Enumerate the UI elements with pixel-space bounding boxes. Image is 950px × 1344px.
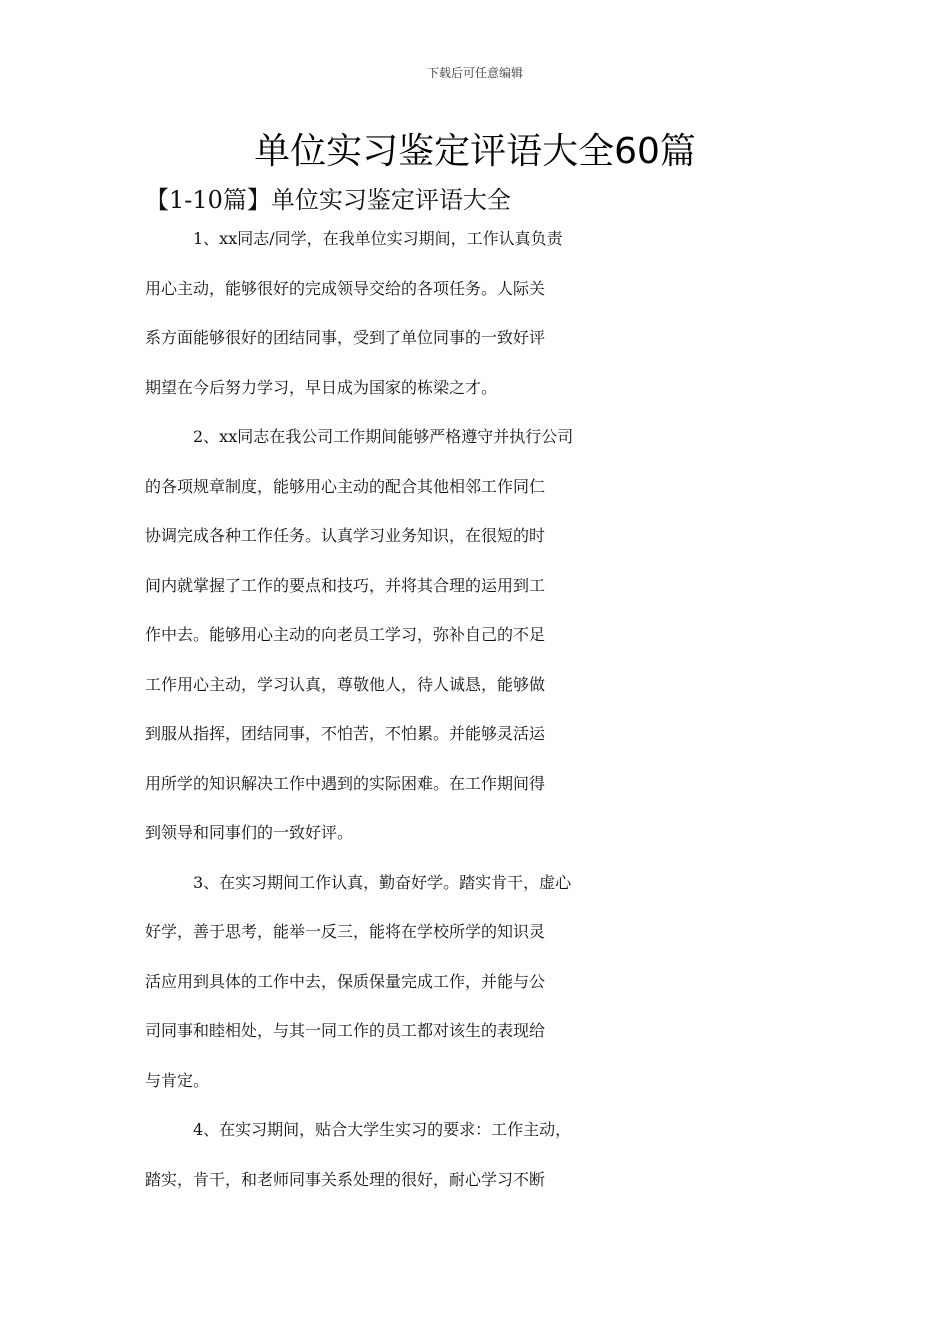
paragraph-line: 作中去。能够用心主动的向老员工学习，弥补自己的不足 xyxy=(145,625,546,644)
header-note: 下载后可任意编辑 xyxy=(426,66,523,80)
paragraph-line: 系方面能够很好的团结同事，受到了单位同事的一致好评 xyxy=(145,328,546,347)
paragraph-line: 与肯定。 xyxy=(145,1070,210,1090)
paragraph-line: 到领导和同事们的一致好评。 xyxy=(145,823,354,842)
paragraph-line: 3、在实习期间工作认真，勤奋好学。踏实肯干，虚心 xyxy=(193,872,572,892)
paragraph-line: 司同事和睦相处，与其一同工作的员工都对该生的表现给 xyxy=(145,1021,546,1040)
document-body xyxy=(145,226,805,1216)
paragraph-line: 用所学的知识解决工作中遇到的实际困难。在工作期间得 xyxy=(145,773,546,793)
paragraph-line: 踏实，肯干，和老师同事关系处理的很好，耐心学习不断 xyxy=(145,1169,546,1189)
document-title: 单位实习鉴定评语大全60篇 xyxy=(254,131,696,172)
paragraph-4 xyxy=(145,1117,805,1216)
paragraph-line: 好学，善于思考，能举一反三，能将在学校所学的知识灵 xyxy=(145,922,546,941)
paragraph-line: 到服从指挥，团结同事，不怕苦，不怕累。并能够灵活运 xyxy=(145,724,546,743)
section-heading: 【1-10篇】单位实习鉴定评语大全 xyxy=(145,186,511,214)
paragraph-line: 期望在今后努力学习，早日成为国家的栋梁之才。 xyxy=(145,377,498,397)
paragraph-1 xyxy=(145,226,805,424)
paragraph-line: 2、xx同志在我公司工作期间能够严格遵守并执行公司 xyxy=(193,427,574,446)
paragraph-line: 4、在实习期间，贴合大学生实习的要求：工作主动， xyxy=(193,1120,572,1139)
paragraph-line: 工作用心主动，学习认真，尊敬他人，待人诚恳，能够做 xyxy=(145,674,546,694)
paragraph-line: 的各项规章制度，能够用心主动的配合其他相邻工作同仁 xyxy=(145,476,546,496)
paragraph-3 xyxy=(145,870,805,1118)
paragraph-line: 协调完成各种工作任务。认真学习业务知识，在很短的时 xyxy=(145,526,546,545)
paragraph-line: 活应用到具体的工作中去，保质保量完成工作，并能与公 xyxy=(145,971,546,991)
paragraph-line: 用心主动，能够很好的完成领导交给的各项任务。人际关 xyxy=(145,278,546,298)
paragraph-line: 间内就掌握了工作的要点和技巧，并将其合理的运用到工 xyxy=(145,575,546,595)
paragraph-line: 1、xx同志/同学，在我单位实习期间，工作认真负责 xyxy=(193,229,563,248)
paragraph-2 xyxy=(145,424,805,870)
